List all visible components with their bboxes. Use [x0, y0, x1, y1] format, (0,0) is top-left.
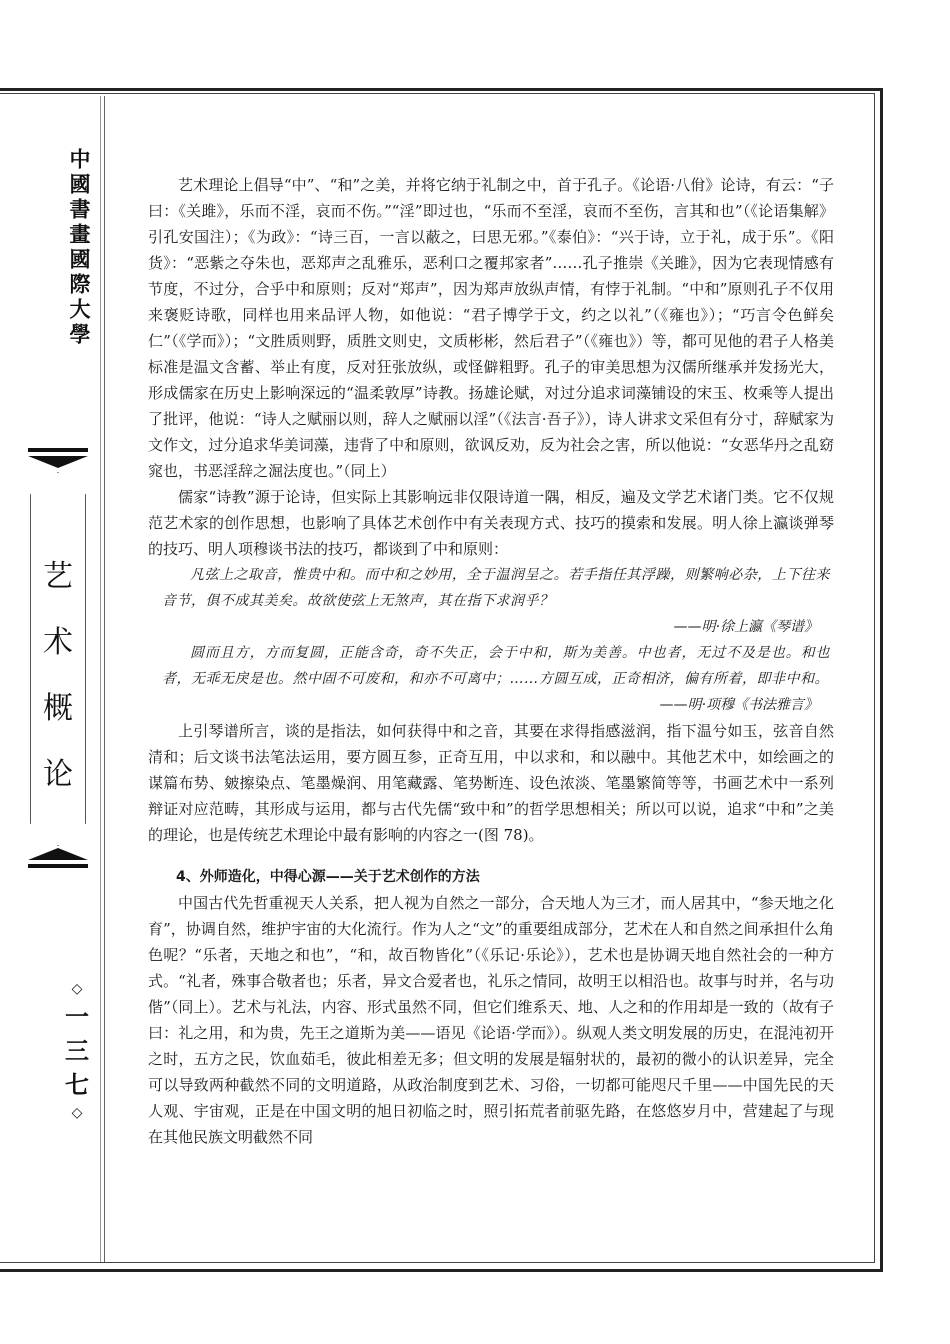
- quote-text: 凡弦上之取音，惟贵中和。而中和之妙用，全于温润呈之。若手指任其浮躁，则繁响必杂，上下往来音节，俱不成其美矣。故欲使弦上无煞声，其在指下求润乎？: [162, 567, 830, 609]
- book-title-char: 术: [43, 625, 73, 660]
- diamond-icon: ◇: [71, 981, 83, 997]
- paragraph: 中国古代先哲重视天人关系，把人视为自然之一部分，合天地人为三才，而人居其中，“参天地之化育”，协调自然，维护宇宙的大化流行。作为人之“文”的重要组成部分，艺术在人和自然之间承担什么角色呢？“乐者，天地之和也”，“和，故百物皆化”（《乐记·乐论》），艺术也是协调天地自然社会的一种方式。“礼者，殊事合敬者也；乐者，异文合爱者也，礼乐之情同，故明王以相沿也。故事与时并，名与功偕”（同上）。艺术与礼法，内容、形式虽然不同，但它们维系天、地、人之和的作用却是一致的（故有子曰：礼之用，和为贵，先王之道斯为美——语见《论语·学而》）。纵观人类文明发展的历史，在混沌初开之时，五方之民，饮血茹毛，彼此相差无多；但文明的发展是辐射状的，最初的微小的认识差异，完全可以导致两种截然不同的文明道路，从政治制度到艺术、习俗，一切都可能咫尺千里——中国先民的天人观、宇宙观，正是在中国文明的旭日初临之时，照引拓荒者前驱先路，在悠悠岁月中，营建起了与现在其他民族文明截然不同: [148, 894, 834, 1146]
- paragraph: 上引琴谱所言，谈的是指法，如何获得中和之音，其要在求得指感滋润，指下温兮如玉，弦音自然清和；后文谈书法笔法运用，要方圆互参，正奇互用，中以求和，和以融中。其他艺术中，如绘画之的谋篇布势、皴擦染点、笔墨燥润、用笔藏露、笔势断连、设色浓淡、笔墨繁简等等，书画艺术中一系列辩证对应范畴，其形成与运用，都与古代先儒“致中和”的哲学思想相关；所以可以说，追求“中和”之美的理论，也是传统艺术理论中最有影响的内容之一(图 78)。: [148, 722, 834, 844]
- block-quote: [148, 640, 834, 692]
- page-number-digit: 一: [65, 1002, 89, 1031]
- book-title-char: 艺: [43, 559, 73, 594]
- book-title: [36, 544, 80, 808]
- quote-source: ——明·徐上瀛《琴谱》: [673, 619, 818, 635]
- paragraph: 艺术理论上倡导“中”、“和”之美，并将它纳于礼制之中，首于孔子。《论语·八佾》论诗，有云：“子曰：《关雎》，乐而不淫，哀而不伤。”“淫”即过也，“乐而不至淫，哀而不至伤，言其和也”（《论语集解》引孔安国注）；《为政》：“诗三百，一言以蔽之，曰思无邪。”《泰伯》：“兴于诗，立于礼，成于乐”。《阳货》：“恶紫之夺朱也，恶郑声之乱雅乐，恶利口之覆邦家者”……孔子推崇《关雎》，因为它表现情感有节度，不过分，合乎中和原则；反对“郑声”，因为郑声放纵声情，有悖于礼制。“中和”原则孔子不仅用来褒贬诗歌，同样也用来品评人物，如他说：“君子博学于文，约之以礼”（《雍也》）；“巧言令色鲜矣仁”（《学而》）；“文胜质则野，质胜文则史，文质彬彬，然后君子”（《雍也》）等，都可见他的君子人格美标准是温文含蓄、举止有度，反对狂张放纵，或怪僻粗野。孔子的审美思想为汉儒所继承并发扬光大，形成儒家在历史上影响深远的“温柔敦厚”诗教。扬雄论赋，对过分追求词藻铺设的宋玉、枚乘等人提出了批评，他说：“诗人之赋丽以则，辞人之赋丽以淫”（《法言·吾子》），诗人讲求文采但有分寸，辞赋家为文作文，过分追求华美词藻，违背了中和原则，欲讽反劝，反为社会之害，所以他说：“女恶华丹之乱窈窕也，书恶淫辞之淈法度也。”（同上）: [148, 176, 834, 480]
- quote-text: 圆而且方，方而复圆，正能含奇，奇不失正，会于中和，斯为美善。中也者，无过不及是也。和也者，无乖无戾是也。然中固不可废和，和亦不可离中；……方圆互成，正奇相济，偏有所着，即非中和。: [162, 645, 830, 687]
- block-quote: [148, 562, 834, 614]
- book-title-char: 论: [43, 757, 73, 792]
- page-number-digit: 三: [65, 1036, 89, 1065]
- body-text: [148, 172, 834, 1150]
- diamond-icon: ◇: [71, 1105, 83, 1121]
- band-bottom-ornament: [28, 848, 88, 868]
- page-number: [62, 978, 92, 1124]
- page-number-digit: 七: [65, 1070, 89, 1099]
- series-title: 中國書畫國際大學: [67, 148, 91, 348]
- quote-source: ——明·项穆《书法雅言》: [659, 697, 818, 713]
- section-heading: 4、外师造化，中得心源——关于艺术创作的方法: [176, 869, 480, 885]
- book-title-band: [28, 448, 88, 868]
- band-top-ornament: [28, 448, 88, 468]
- book-title-char: 概: [43, 691, 73, 726]
- paragraph: 儒家“诗教”源于论诗，但实际上其影响远非仅限诗道一隅，相反，遍及文学艺术诸门类。它不仅规范艺术家的创作思想，也影响了具体艺术创作中有关表现方式、技巧的摸索和发展。明人徐上瀛谈弹琴的技巧、明人项穆谈书法的技巧，都谈到了中和原则：: [148, 488, 834, 558]
